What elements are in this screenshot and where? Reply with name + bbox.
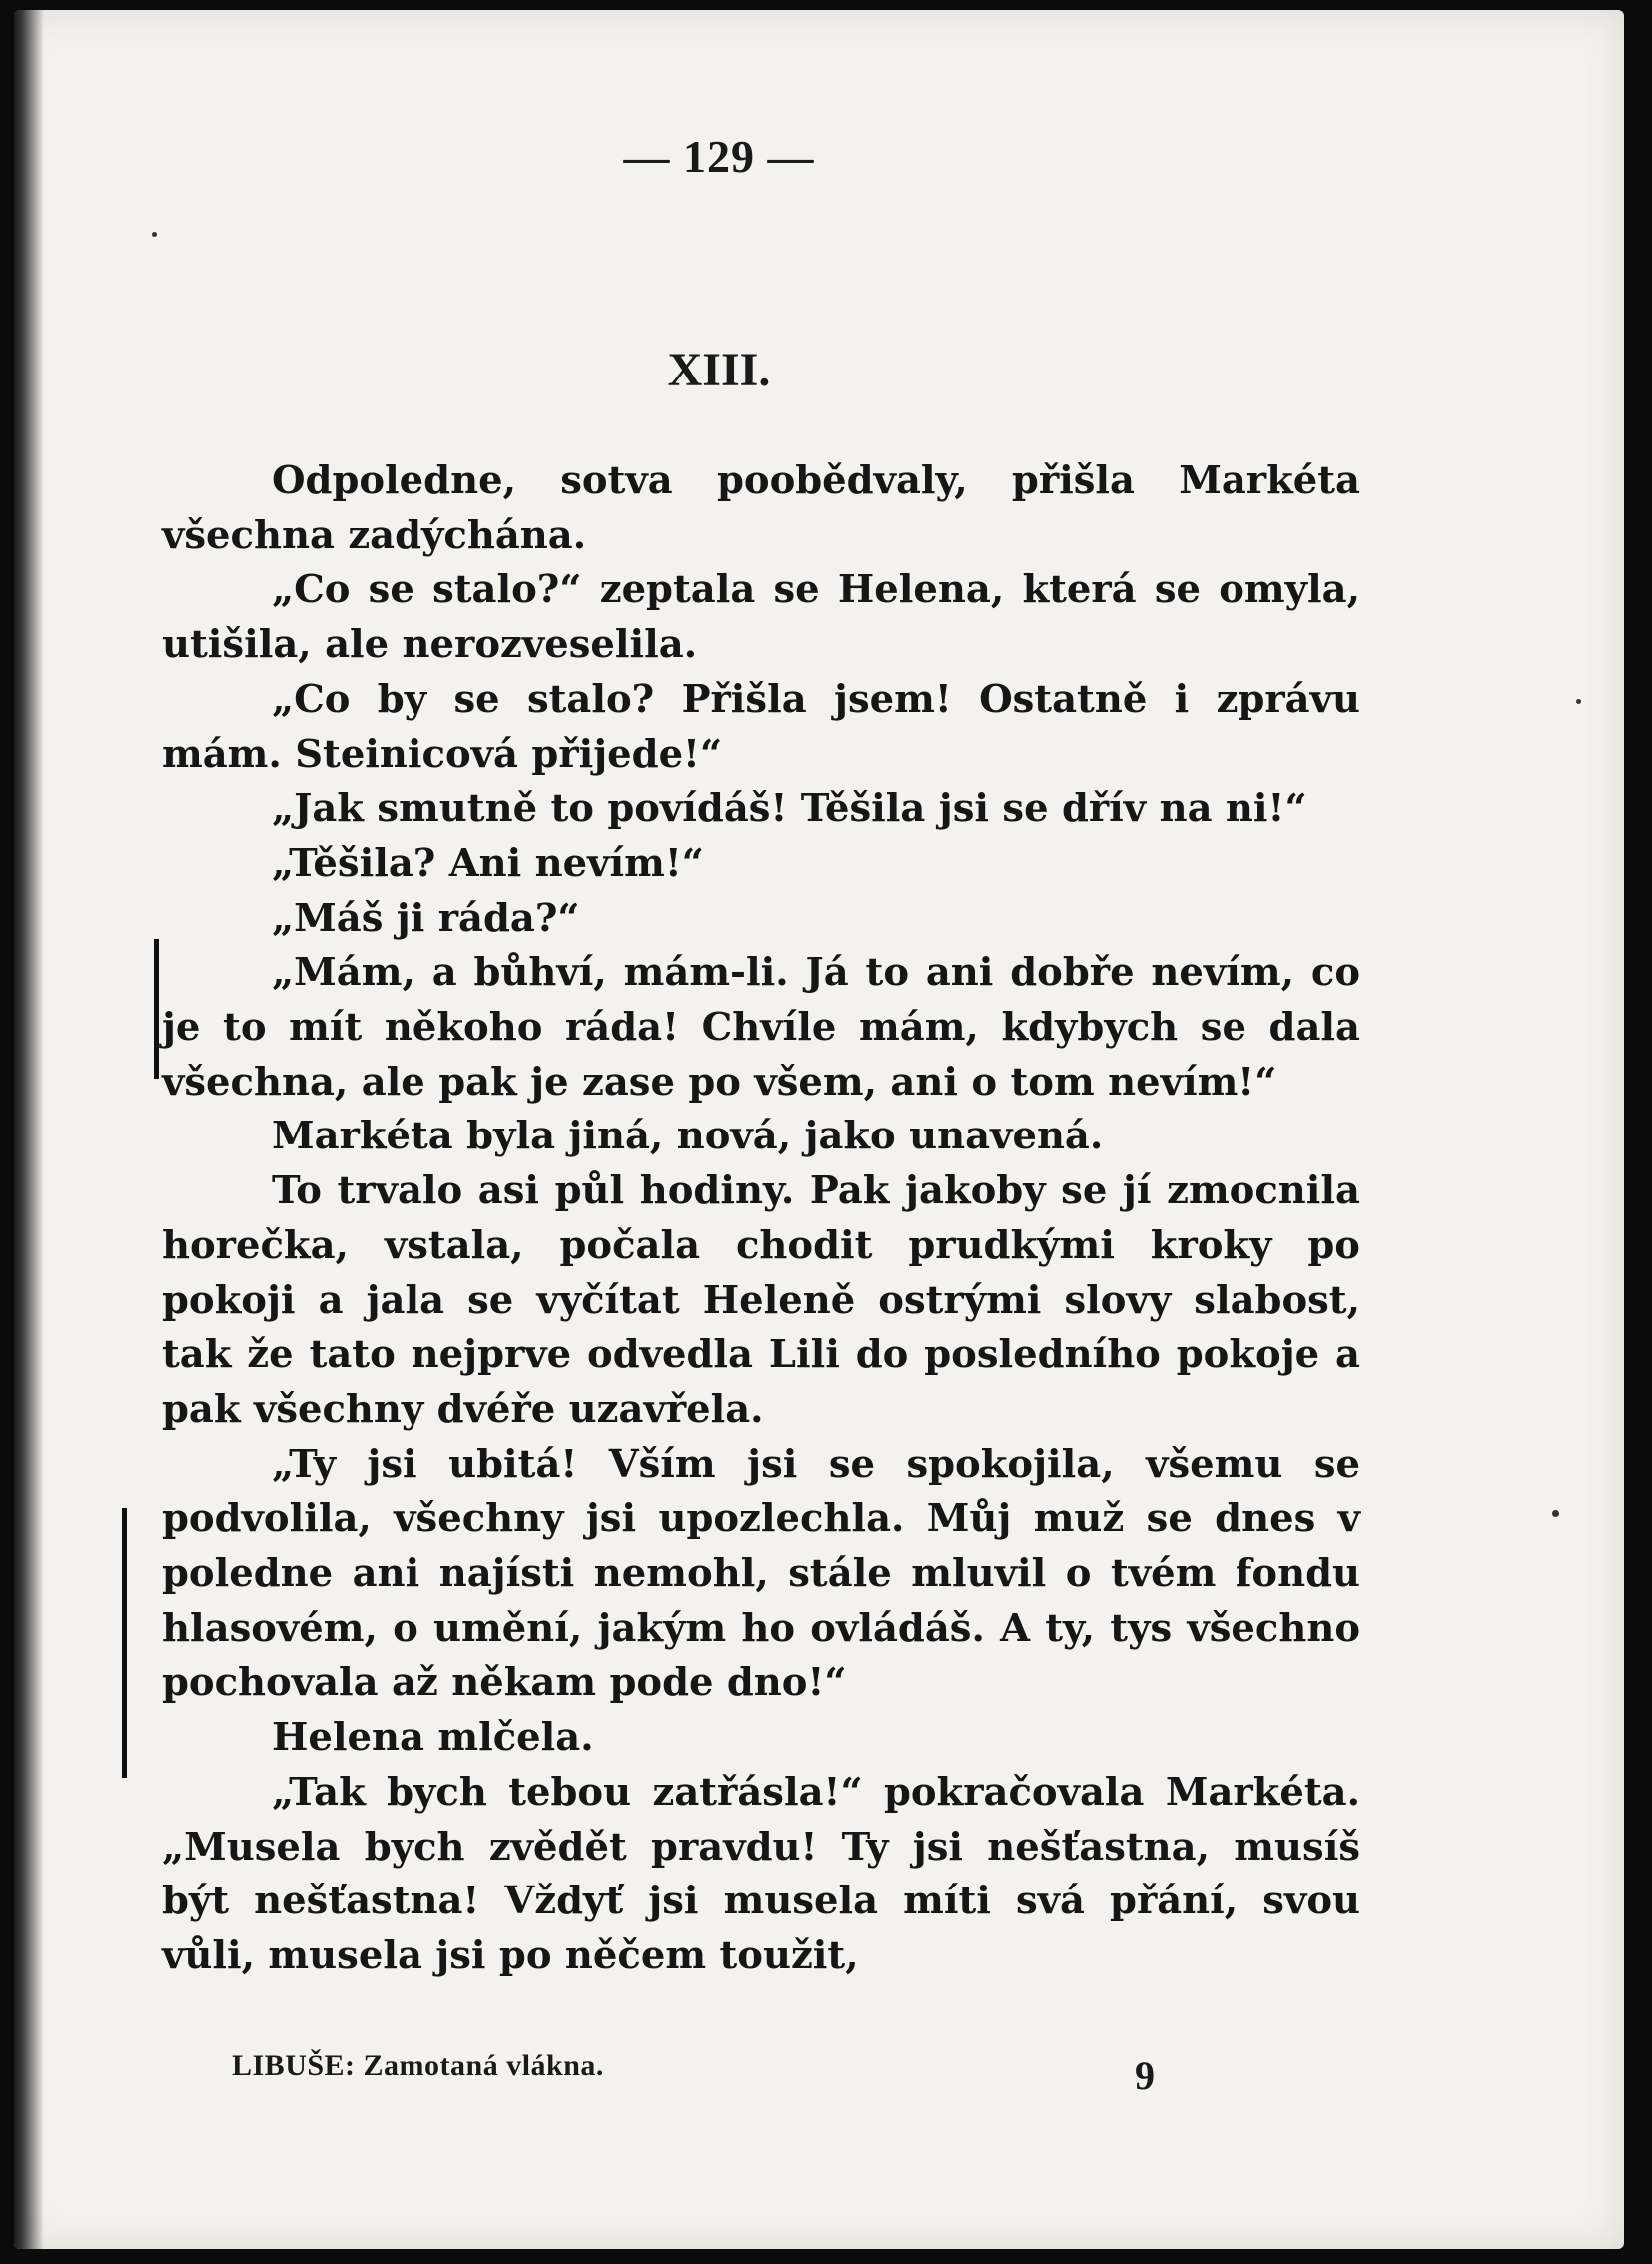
footer-signature-number: 9	[1135, 2053, 1155, 2098]
margin-line-mark	[154, 939, 159, 1079]
paragraph: „Mám, a bůhví, mám-li. Já to ani dobře nevím, co je to mít někoho ráda! Chvíle mám, kdybych se dala všechna, ale pak je zase po všem, ani o tom nevím!“	[162, 950, 1360, 1105]
margin-line-mark	[122, 1508, 127, 1778]
paragraph: „Co by se stalo? Přišla jsem! Ostatně i zprávu mám. Steinicová přijede!“	[162, 676, 1360, 777]
ink-speck	[152, 232, 157, 237]
page-number: — 129 —	[623, 131, 815, 182]
footer-signature: LIBUŠE: Zamotaná vlákna.	[232, 2049, 604, 2082]
paragraph: „Máš ji ráda?“	[272, 895, 580, 941]
ink-speck	[1576, 699, 1581, 704]
ink-speck	[1552, 1510, 1559, 1517]
paragraph: Markéta byla jiná, nová, jako unavená.	[272, 1114, 1104, 1159]
paragraph: Helena mlčela.	[272, 1715, 594, 1761]
paragraph: Odpoledne, sotva poobědvaly, přišla Markéta všechna zadýchána.	[162, 458, 1360, 558]
paragraph: „Co se stalo?“ zeptala se Helena, která se omyla, utišila, ale nerozveselila.	[162, 567, 1360, 668]
chapter-heading: XIII.	[667, 344, 771, 396]
book-page	[14, 10, 1624, 2249]
paragraph: „Tak bych tebou zatřásla!“ pokračovala Markéta. „Musela bych zvědět pravdu! Ty jsi nešťastna, musíš být nešťastna! Vždyť jsi musela míti svá přání, svou vůli, musela jsi po něčem toužit,	[162, 1769, 1360, 1978]
paragraph: „Ty jsi ubitá! Vším jsi se spokojila, všemu se podvolila, všechny jsi upozlechla. Můj muž se dnes v poledne ani najísti nemohl, stále mluvil o tvém fondu hlasovém, o umění, jakým ho ovládáš. A ty, tys všechno pochovala až někam pode dno!“	[162, 1441, 1360, 1706]
body-text	[162, 454, 1360, 1984]
paragraph: To trvalo asi půl hodiny. Pak jakoby se jí zmocnila horečka, vstala, počala chodit prudkými kroky po pokoji a jala se vyčítat Heleně ostrými slovy slabost, tak že tato nejprve odvedla Lili do posledního pokoje a pak všechny dvéře uzavřela.	[162, 1168, 1360, 1432]
paragraph: „Těšila? Ani nevím!“	[272, 840, 704, 886]
paragraph: „Jak smutně to povídáš! Těšila jsi se dřív na ni!“	[272, 786, 1307, 832]
